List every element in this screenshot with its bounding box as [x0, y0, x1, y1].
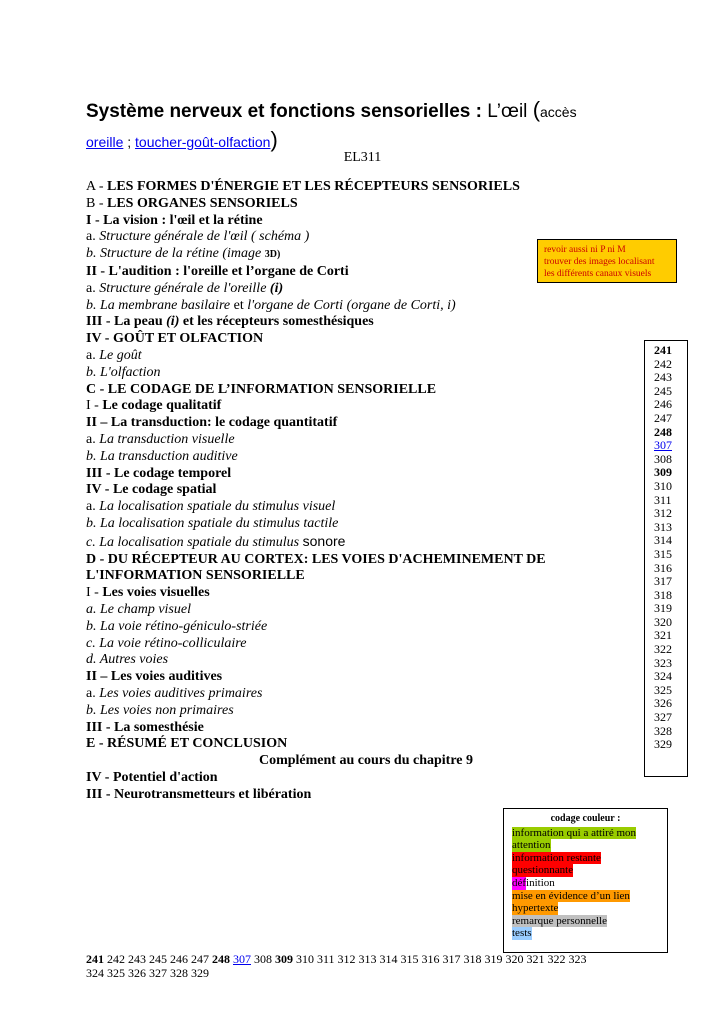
page-number: 322 [654, 642, 672, 657]
outline-line: B - LES ORGANES SENSORIELS [86, 195, 298, 211]
page-number: 329 [654, 737, 672, 752]
outline-line: IV - Le codage spatial [86, 482, 217, 498]
legend-red: questionnante [512, 864, 574, 877]
outline-line: IV - GOÛT ET OLFACTION [86, 331, 264, 347]
outline-line: L'INFORMATION SENSORIELLE [86, 568, 305, 584]
page-number: 311 [654, 492, 672, 507]
outline-line: III - La somesthésie [86, 719, 204, 735]
outline-line: b. La membrane basilaire et l'organe de Corti (organe de Corti, i) [86, 297, 456, 313]
legend-orange: hypertexte [512, 902, 559, 915]
outline-line: IV - Potentiel d'action [86, 769, 218, 785]
outline-line: a. Le champ visuel [86, 601, 191, 617]
legend-blue: tests [512, 927, 532, 940]
legend-red: information restante [512, 851, 601, 864]
bottom-link-307[interactable]: 307 [233, 952, 251, 966]
page-number: 312 [654, 506, 672, 521]
page-number: 313 [654, 519, 672, 534]
outline-line: c. La localisation spatiale du stimulus sonore [86, 532, 346, 550]
title-rest: L’œil [482, 101, 533, 122]
outline-line: a. Structure générale de l'oreille (i) [86, 280, 284, 296]
legend-magenta-rest: inition [526, 876, 555, 889]
page-number: 319 [654, 601, 672, 616]
outline-line: a. Structure générale de l'œil ( schéma ) [86, 229, 310, 245]
legend-green: information qui a attiré mon [512, 826, 637, 839]
link-toucher-gout-olfaction[interactable]: toucher-goût-olfaction [135, 134, 271, 150]
title-bold: Système nerveux et fonctions sensorielles : [86, 101, 482, 122]
page-number: 327 [654, 710, 672, 725]
outline-line: d. Autres voies [86, 652, 169, 668]
page-title [86, 96, 686, 156]
page-number: 317 [654, 574, 672, 589]
paren-close: ) [270, 127, 278, 152]
outline-line: b. La localisation spatiale du stimulus tactile [86, 515, 339, 531]
outline-line: b. L'olfaction [86, 364, 161, 380]
acces-label: accès [540, 104, 577, 120]
page-number: 241 [654, 343, 672, 357]
page-number: 242 [654, 356, 672, 371]
outline-line: II – La transduction: le codage quantitatif [86, 415, 338, 431]
outline-line: I - La vision : l'œil et la rétine [86, 212, 263, 228]
page-number: 247 [654, 410, 672, 425]
outline-line: I - Les voies visuelles [86, 585, 210, 601]
separator: ; [123, 134, 136, 150]
outline-line: b. La transduction auditive [86, 448, 238, 464]
paren-open: ( [532, 97, 541, 122]
page-number: 243 [654, 370, 672, 385]
review-note: revoir aussi ni P ni M trouver des images localisant les différents canaux visuels [537, 239, 677, 283]
outline-line: III - Le codage temporel [86, 465, 232, 481]
legend-gray: remarque personnelle [512, 914, 607, 927]
outline-line: III - Neurotransmetteurs et libération [86, 786, 312, 802]
outline-line: b. Structure de la rétine (image 3D) [86, 246, 281, 262]
legend-magenta: déf [512, 876, 527, 889]
outline-line: Complément au cours du chapitre 9 [258, 753, 474, 769]
outline-line: b. La voie rétino-géniculo-striée [86, 618, 268, 634]
outline-line: D - DU RÉCEPTEUR AU CORTEX: LES VOIES D'ACHEMINEMENT DE [86, 551, 546, 567]
page-number: 328 [654, 723, 672, 738]
page-number: 318 [654, 587, 672, 602]
outline-line: a. La transduction visuelle [86, 431, 235, 447]
legend-orange: mise en évidence d’un lien [512, 889, 630, 902]
page-number: 315 [654, 546, 672, 561]
legend-title: codage couleur : [550, 813, 621, 824]
outline-line: a. Le goût [86, 347, 142, 363]
outline-line: b. Les voies non primaires [86, 702, 234, 718]
page-number: 310 [654, 478, 672, 493]
page-number: 245 [654, 383, 672, 398]
outline-line: a. Les voies auditives primaires [86, 685, 263, 701]
page-number: 326 [654, 696, 672, 711]
page-number: 309 [654, 465, 672, 480]
legend-green: attention [512, 839, 551, 852]
page-number: 324 [654, 669, 672, 684]
outline-line: a. La localisation spatiale du stimulus visuel [86, 499, 336, 515]
outline-line: c. La voie rétino-colliculaire [86, 635, 247, 651]
page-number: 316 [654, 560, 672, 575]
outline-line: II – Les voies auditives [86, 669, 223, 685]
page-number: 323 [654, 655, 672, 670]
page-number: 246 [654, 397, 672, 412]
color-legend [503, 808, 668, 953]
page-number: 308 [654, 451, 672, 466]
link-oreille[interactable]: oreille [86, 134, 124, 150]
page-number: 314 [654, 533, 672, 548]
page-number: 248 [654, 424, 672, 439]
page-number: 325 [654, 682, 672, 697]
course-code: EL311 [343, 150, 382, 165]
outline-line: II - L'audition : l'oreille et l’organe de Corti [86, 263, 349, 279]
bottom-page-list: 241 242 243 245 246 247 248 307 308 309 310 311 312 313 314 315 316 317 318 319 320 321 322 323 324 325 326 327 328 329 [86, 952, 587, 981]
outline-line: C - LE CODAGE DE L’INFORMATION SENSORIELLE [86, 381, 437, 397]
outline-line: E - RÉSUMÉ ET CONCLUSION [86, 736, 288, 752]
outline-line: A - LES FORMES D'ÉNERGIE ET LES RÉCEPTEURS SENSORIELS [86, 179, 520, 194]
page-link-307[interactable]: 307 [654, 438, 672, 453]
page-number: 320 [654, 614, 672, 629]
page-number: 321 [654, 628, 672, 643]
outline-line: III - La peau (i) et les récepteurs somesthésiques [86, 314, 374, 330]
outline-line: I - Le codage qualitatif [86, 398, 222, 414]
page-numbers-box [644, 340, 688, 777]
